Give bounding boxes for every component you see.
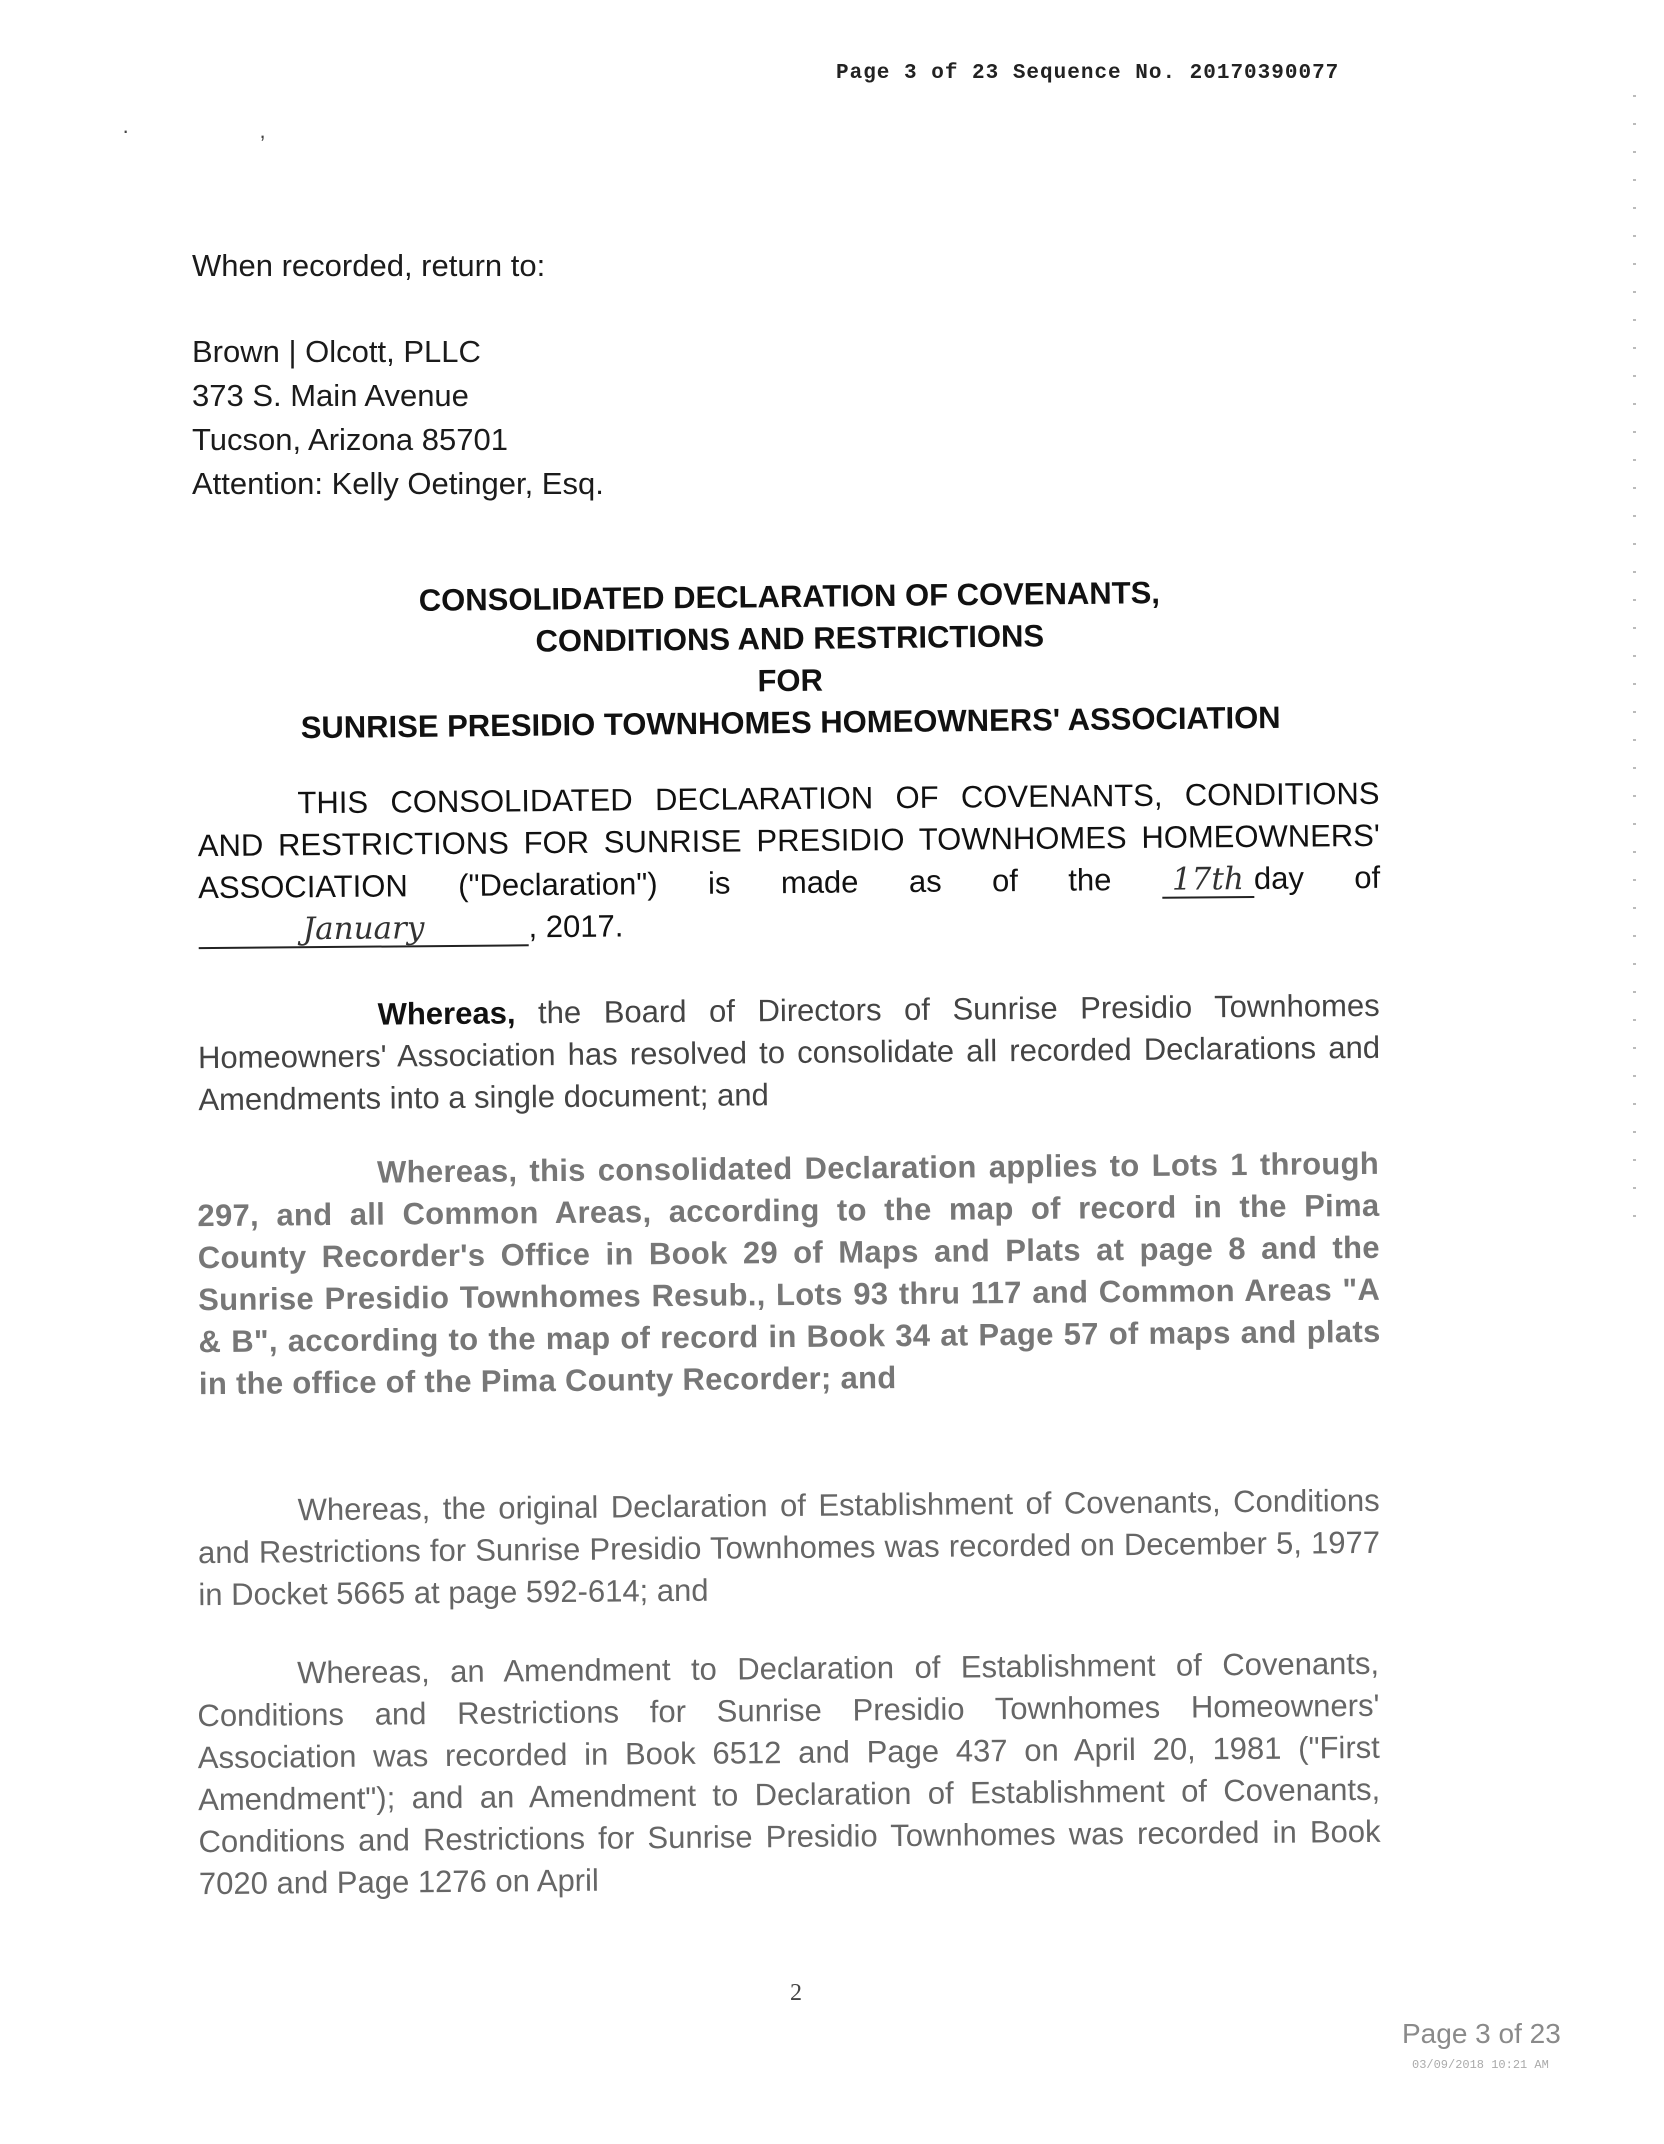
whereas-text: Whereas, the original Declaration of Establishment of Covenants, Conditions and Restrictions for Sunrise Presidio Townhomes was recorded on December 5, 1977 in Docket 5665 at page 592-614; and [197,1482,1381,1613]
whereas-paragraph-4 [197,1643,1381,1905]
whereas-paragraph-2 [197,1143,1381,1405]
address-line: Attention: Kelly Oetinger, Esq. [192,466,604,501]
title-line: FOR [757,662,824,699]
handwritten-month: January [198,910,528,949]
address-line: Brown | Olcott, PLLC [192,334,481,369]
sequence-header: Page 3 of 23 Sequence No. 20170390077 [836,62,1340,85]
title-line: CONDITIONS AND RESTRICTIONS [535,618,1045,659]
title-line: SUNRISE PRESIDIO TOWNHOMES HOMEOWNERS' ASSOCIATION [300,699,1281,746]
whereas-paragraph-1 [197,985,1380,1121]
whereas-paragraph-3 [197,1480,1380,1616]
recorder-page-stamp: Page 3 of 23 [1402,2018,1561,2049]
return-address [192,330,604,506]
whereas-lead: Whereas, [377,995,516,1032]
whereas-text: Whereas, an Amendment to Declaration of Establishment of Covenants, Conditions and Restrictions for Sunrise Presidio Townhomes Homeowners' Association was recorded in Book 6512 and Page 437 on April 20, 1981 ("First Amendment"); and an Amendment to Declaration of Establishment of Covenants, Conditions and Restrictions for Sunrise Presidio Townhomes was recorded in Book 7020 and Page 1276 on April [197,1645,1381,1902]
return-to-label: When recorded, return to: [192,248,546,283]
recorder-date-stamp: 03/09/2018 10:21 AM [1412,2058,1549,2072]
address-line: Tucson, Arizona 85701 [192,422,508,457]
title-line: CONSOLIDATED DECLARATION OF COVENANTS, [418,575,1161,618]
intro-paragraph [197,773,1380,951]
intro-text: THIS CONSOLIDATED DECLARATION OF COVENANTS, CONDITIONS AND RESTRICTIONS FOR SUNRISE PRESIDIO TOWNHOMES HOMEOWNERS' ASSOCIATION ("Declaration") is made as of the [197,775,1380,906]
scan-edge-dots [1633,95,1636,1225]
whereas-text: Whereas, this consolidated Declaration applies to Lots 1 through 297, and all Common Areas, according to the map of record in the Pima County Recorder's Office in Book 29 of Maps and Plats at page 8 and the Sunrise Presidio Townhomes Resub., Lots 93 thru 117 and Common Areas "A & B", according to the map of record in Book 34 at Page 57 of maps and plats in the office of the Pima County Recorder; and [197,1145,1381,1402]
whereas-text: the Board of Directors of Sunrise Presidio Townhomes Homeowners' Association has resolved to consolidate all recorded Declarations and Amendments into a single document; and [197,987,1381,1118]
handwritten-day: 17th [1162,862,1254,899]
year-text: , 2017. [528,908,624,945]
address-line: 373 S. Main Avenue [192,378,469,413]
day-of-text: day of [1253,859,1381,896]
page-number: 2 [790,1980,802,2006]
document-title [199,570,1381,750]
scan-specks: · , [122,118,328,143]
